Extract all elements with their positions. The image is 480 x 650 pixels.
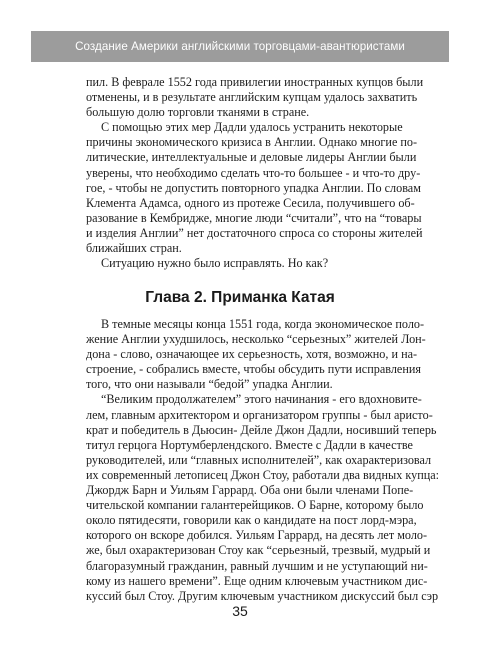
text-line: же, был охарактеризован Стоу как “серьезный, трезвый, мудрый и (86, 543, 431, 558)
text-line: Клемента Адамса, одного из протеже Сесила, получившего об- (86, 195, 415, 210)
text-line: “Великим продолжателем” этого начинания - его вдохновите- (101, 392, 422, 407)
text-line: пил. В феврале 1552 года привилегии иностранных купцов были (86, 75, 424, 89)
text-line: Ситуацию нужно было исправлять. Но как? (101, 256, 329, 271)
text-line: В темные месяцы конца 1551 года, когда экономическое поло- (101, 317, 425, 331)
text-line: литические, интеллектуальные и деловые лидеры Англии были (86, 150, 417, 165)
text-line: которого он вскоре добился. Уильям Гаррард, на десять лет моло- (86, 528, 428, 543)
text-line: крат и победитель в Дьюсин- Дейле Джон Дадли, носивший теперь (86, 422, 437, 437)
text-line: и изделия Англии” нет достаточного спроса со стороны жителей (86, 225, 423, 240)
text-line: дона - слово, означающее их серьезность, хотя, возможно, и на- (86, 347, 418, 362)
text-line: уверены, что необходимо сделать что-то большее - и что-то дру- (86, 165, 421, 180)
body-section-2 (86, 317, 440, 604)
text-line: чительской компании галантерейщиков. О Барне, которому было (86, 498, 424, 513)
text-line: титул герцога Нортумберлендского. Вместе с Дадли в качестве (86, 437, 413, 452)
text-line: причины экономического кризиса в Англии. Однако многие по- (86, 135, 418, 150)
text-line: строение, - собрались вместе, чтобы обсудить пути исправления (86, 362, 421, 377)
text-line: того, что они называли “бедой” упадка Англии. (86, 377, 333, 392)
text-line: С помощью этих мер Дадли удалось устранить некоторые (101, 120, 403, 135)
body-section-1 (86, 75, 424, 271)
text-line: лем, главным архитектором и организатором группы - был аристо- (86, 407, 433, 422)
page-number: 35 (232, 603, 248, 619)
text-line: разование в Кембридже, многие люди “считали”, что на “товары (86, 210, 422, 225)
text-line: их современный летописец Джон Стоу, работали два видных купца: (86, 467, 440, 482)
text-line: гое, - чтобы не допустить повторного упадка Англии. По словам (86, 180, 421, 195)
text-line: кому из нашего времени”. Еще одним ключевым участником дис- (86, 573, 428, 588)
text-line: ближайших стран. (86, 241, 182, 256)
text-line: отменены, и в результате английским купцам удалось захватить (86, 90, 418, 105)
running-header (31, 31, 449, 62)
text-line: Джордж Барн и Уильям Гаррард. Оба они были членами Попе- (86, 483, 414, 498)
running-header-title: Создание Америки английскими торговцами-авантюристами (75, 40, 405, 53)
text-line: около пятидесяти, говорили как о кандидате на пост лорд-мэра, (86, 513, 417, 528)
chapter-heading: Глава 2. Приманка Катая (145, 289, 335, 306)
text-line: благоразумный гражданин, равный лучшим и не уступающий ни- (86, 558, 428, 573)
text-line: руководителей, или “главных исполнителей”, как охарактеризовал (86, 452, 432, 467)
text-line: куссий был Стоу. Другим ключевым участником дискуссий был сэр (86, 588, 439, 603)
text-line: большую долю торговли тканями в стране. (86, 105, 310, 120)
text-line: жение Англии ухудшилось, несколько “серьезных” жителей Лон- (86, 332, 426, 347)
